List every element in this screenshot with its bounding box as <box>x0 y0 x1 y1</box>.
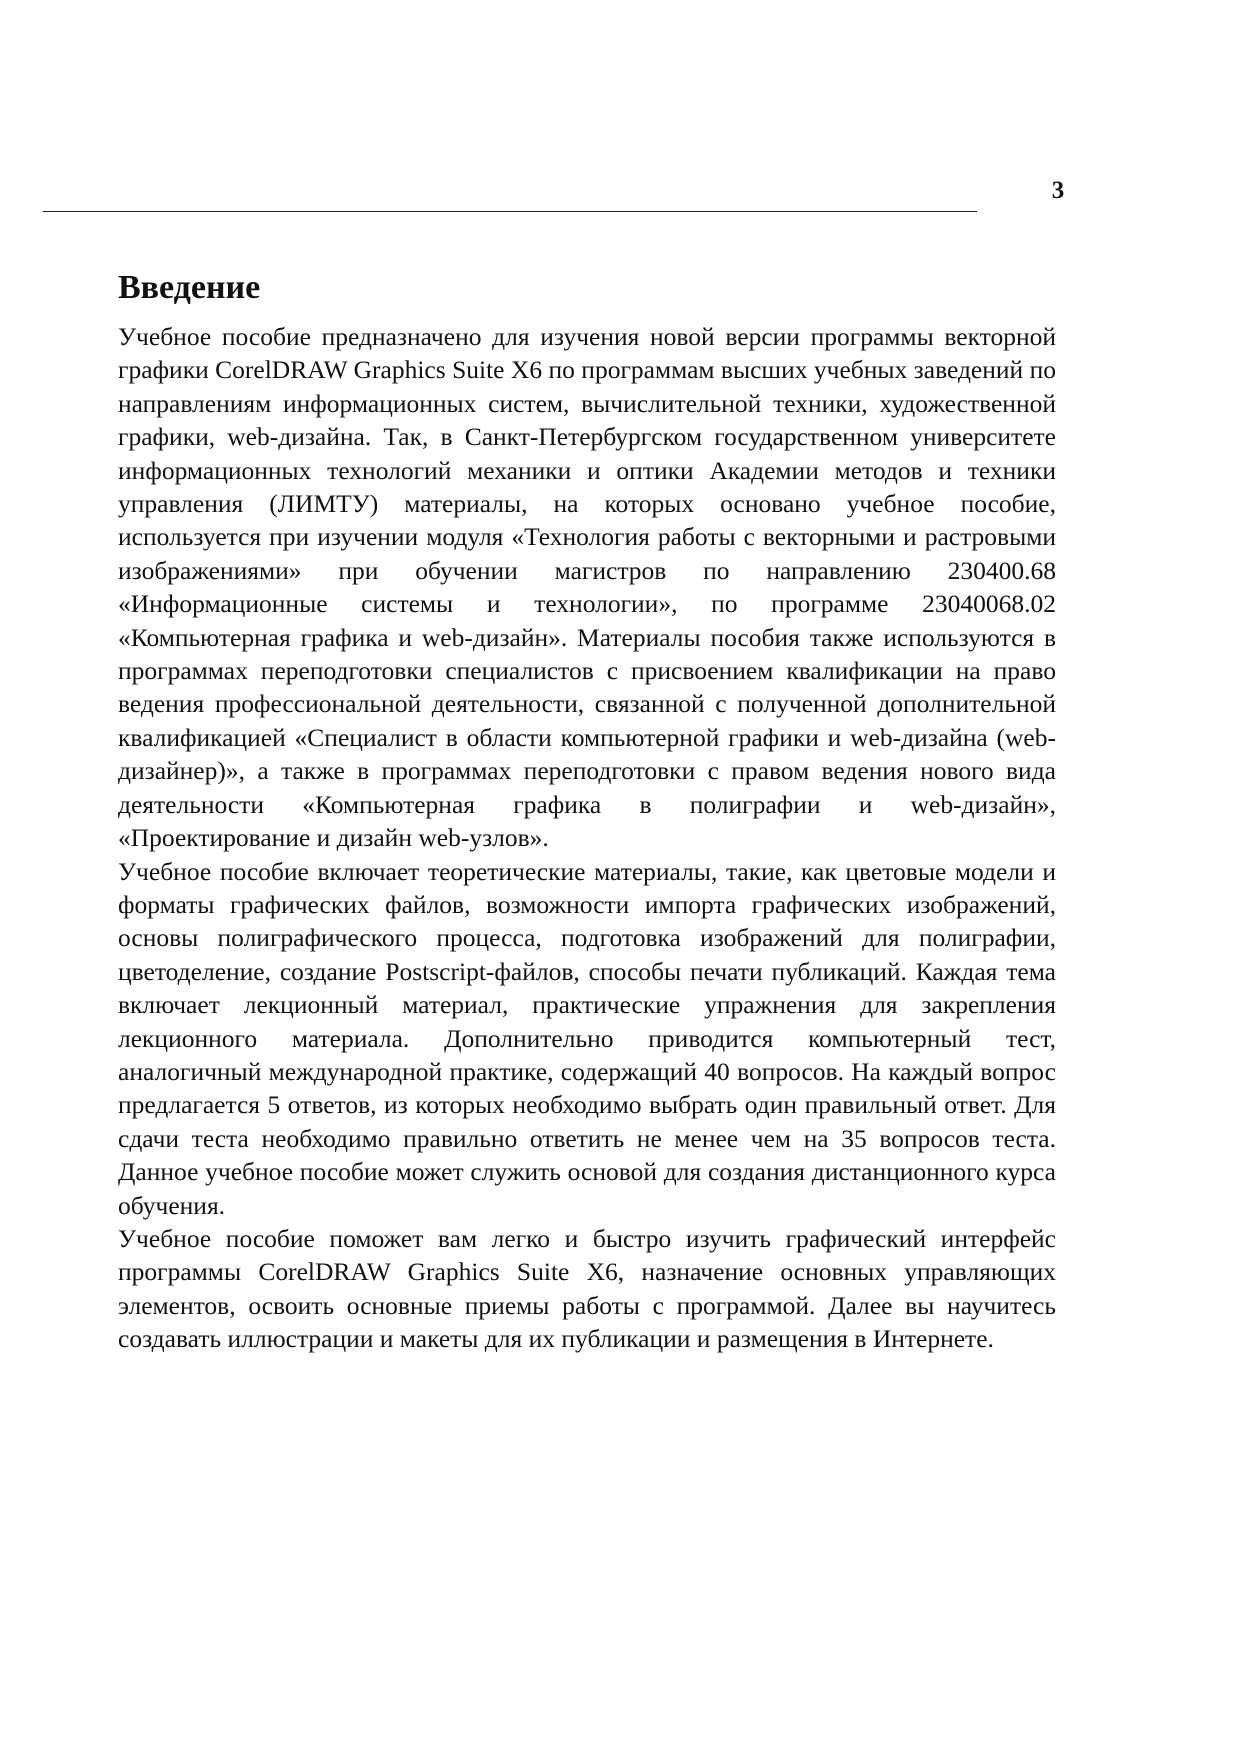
section-title: Введение <box>118 269 261 306</box>
page-number: 3 <box>1051 177 1065 204</box>
document-body <box>118 266 1056 1356</box>
paragraph-outcomes: Учебное пособие поможет вам легко и быстро изучить графический интерфейс программы CorelDRAW Graphics Suite X6, назначение основных управляющих элементов, освоить основные приемы работы с программой. Далее вы научитесь создавать иллюстрации и макеты для их публикации и размещения в Интернете. <box>118 1223 1056 1354</box>
header-rule <box>43 211 977 212</box>
paragraph-purpose: Учебное пособие предназначено для изучения новой версии программы векторной графики CorelDRAW Graphics Suite X6 по программам высших учебных заведений по направлениям информационных систем, вычислительной техники, художественной графики, web-дизайна. Так, в Санкт-Петербургском государственном университете информационных технологий механики и оптики Академии методов и техники управления (ЛИМТУ) материалы, на которых основано учебное пособие, используется при изучении модуля «Технология работы с векторными и растровыми изображениями» при обучении магистров по направлению 230400.68 «Информационные системы и технологии», по программе 23040068.02 «Компьютерная графика и web-дизайн». Материалы пособия также используются в программах переподготовки специалистов с присвоением квалификации на право ведения профессиональной деятельности, связанной с полученной дополнительной квалификацией «Специалист в области компьютерной графики и web-дизайна (web-дизайнер)», а также в программах переподготовки с правом ведения нового вида деятельности «Компьютерная графика в полиграфии и web-дизайн», «Проектирование и дизайн web-узлов». <box>118 322 1056 853</box>
paragraph-contents: Учебное пособие включает теоретические материалы, такие, как цветовые модели и форматы графических файлов, возможности импорта графических изображений, основы полиграфического процесса, подготовка изображений для полиграфии, цветоделение, создание Postscript-файлов, способы печати публикаций. Каждая тема включает лекционный материал, практические упражнения для закрепления лекционного материала. Дополнительно приводится компьютерный тест, аналогичный международной практике, содержащий 40 вопросов. На каждый вопрос предлагается 5 ответов, из которых необходимо выбрать один правильный ответ. Для сдачи теста необходимо правильно ответить не менее чем на 35 вопросов теста. Данное учебное пособие может служить основой для создания дистанционного курса обучения. <box>118 856 1056 1220</box>
